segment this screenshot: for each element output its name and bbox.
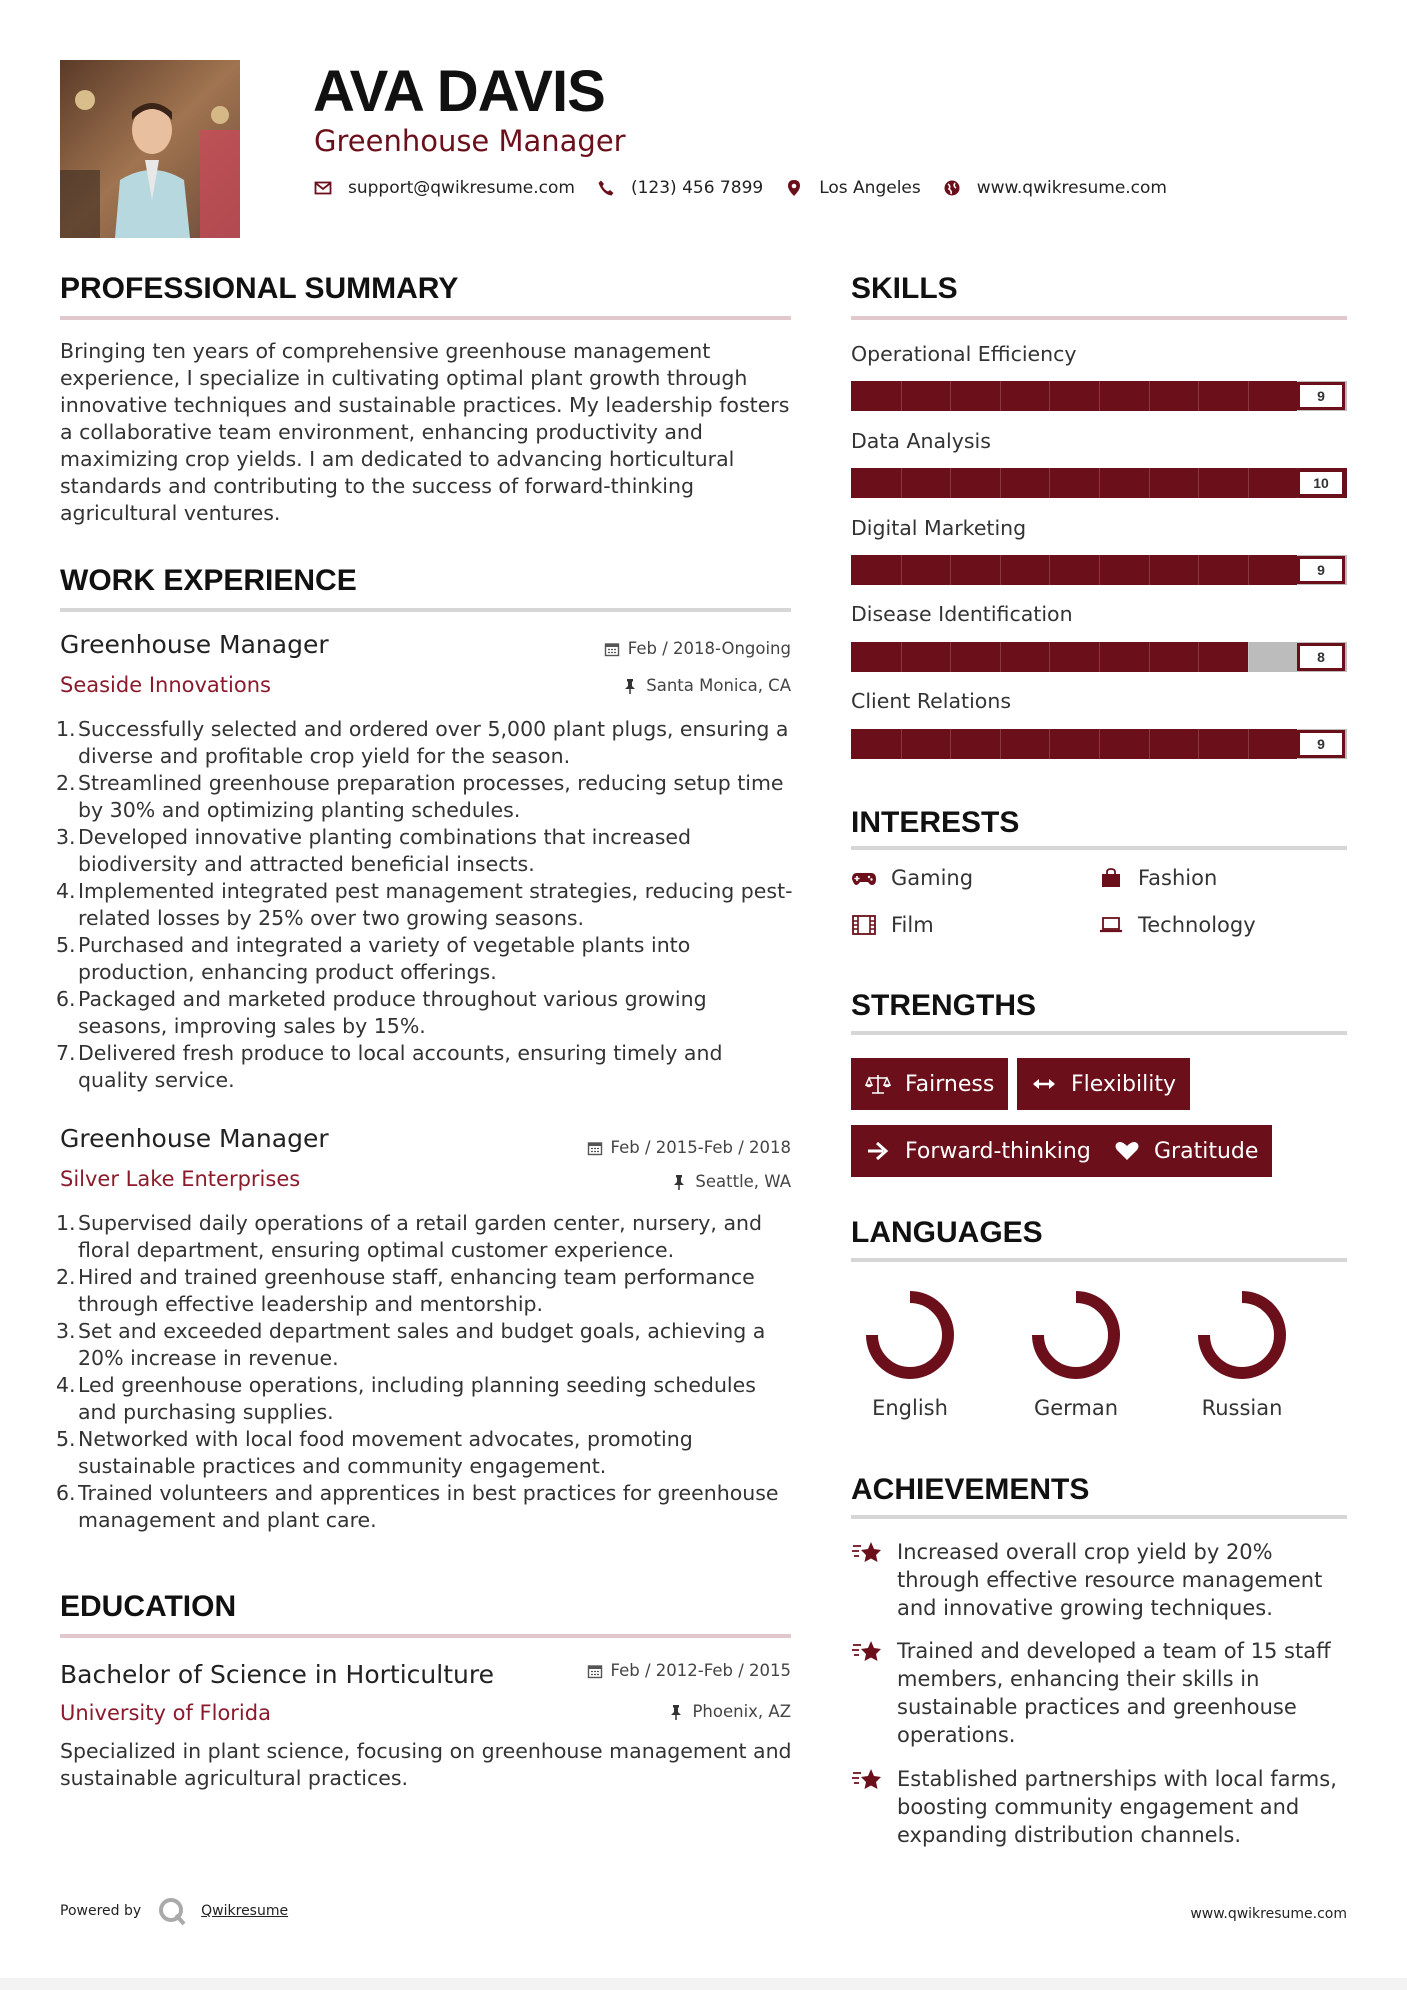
candidate-title: Greenhouse Manager (314, 124, 626, 158)
skill-bar-segment (901, 381, 902, 411)
job-2-dates-text: Feb / 2015-Feb / 2018 (610, 1138, 791, 1157)
skill-2-label: Data Analysis (851, 429, 991, 453)
job-1-dates-text: Feb / 2018-Ongoing (627, 639, 791, 658)
list-item: 1. Successfully selected and ordered over 5,000 plant plugs, ensuring a diverse and profitable crop yield for the season. (56, 717, 789, 768)
shopping-bag-icon (1098, 867, 1124, 889)
strengths-heading: STRENGTHS (851, 989, 1037, 1022)
interests-heading: INTERESTS (851, 806, 1020, 839)
skill-bar-segment (950, 642, 951, 672)
skill-3-fill (851, 555, 1297, 585)
education-degree: Bachelor of Science in Horticulture (60, 1660, 494, 1689)
skill-bar-segment (1099, 381, 1100, 411)
skill-bar-segment (1248, 468, 1249, 498)
strength-gratitude (1100, 1125, 1272, 1177)
skill-1-fill (851, 381, 1297, 411)
skill-4-label: Disease Identification (851, 602, 1073, 626)
skill-3-score: 9 (1297, 556, 1345, 584)
experience-divider (60, 608, 791, 612)
skill-bar-segment (901, 729, 902, 759)
contact-phone-text: (123) 456 7899 (630, 178, 764, 198)
experience-heading: WORK EXPERIENCE (60, 564, 357, 597)
skill-bar-segment (1248, 642, 1249, 672)
profile-photo (60, 60, 240, 238)
interests-divider (851, 846, 1347, 850)
skill-bar-segment (1248, 555, 1249, 585)
skill-bar-segment (901, 468, 902, 498)
education-dates (587, 1661, 791, 1680)
job-1-location (622, 676, 791, 695)
skill-1-bar (851, 381, 1347, 411)
skill-4-score: 8 (1297, 643, 1345, 671)
skill-bar-segment (950, 729, 951, 759)
job-1-location-text: Santa Monica, CA (646, 676, 791, 695)
language-german-ring (1031, 1290, 1121, 1380)
skill-bar-segment (1248, 729, 1249, 759)
globe-icon (943, 179, 961, 197)
list-item: 5. Purchased and integrated a variety of vegetable plants into production, enhancing product offerings. (56, 933, 691, 984)
job-1-dates (604, 639, 791, 658)
language-russian-ring (1197, 1290, 1287, 1380)
skill-4-bar (851, 642, 1347, 672)
achievement-text: Trained and developed a team of 15 staff members, enhancing their skills in sustainable practices and greenhouse operations. (897, 1639, 1331, 1747)
skill-bar-segment (1000, 468, 1001, 498)
achievement-item (851, 1538, 1351, 1622)
summary-heading: PROFESSIONAL SUMMARY (60, 272, 459, 305)
skill-bar-segment (1099, 729, 1100, 759)
qwikresume-logo-icon (157, 1896, 187, 1926)
qwikresume-link[interactable]: Qwikresume (201, 1903, 289, 1919)
skill-bar-segment (1198, 555, 1199, 585)
list-item: 1. Supervised daily operations of a retail garden center, nursery, and floral department, ensuring optimal customer experience. (56, 1211, 763, 1262)
interest-technology (1098, 913, 1256, 937)
education-location-text: Phoenix, AZ (692, 1702, 791, 1721)
interest-technology-label: Technology (1138, 913, 1256, 937)
balance-scale-icon (865, 1073, 891, 1095)
candidate-name: AVA DAVIS (313, 59, 605, 124)
footer-website[interactable]: www.qwikresume.com (1190, 1906, 1347, 1922)
interest-film (851, 913, 934, 937)
skill-5-label: Client Relations (851, 689, 1012, 713)
skill-bar-segment (950, 555, 951, 585)
strength-flexibility-label: Flexibility (1071, 1071, 1176, 1097)
skill-bar-segment (1000, 555, 1001, 585)
contact-website[interactable] (943, 178, 1167, 198)
skill-3-bar (851, 555, 1347, 585)
contact-website-text: www.qwikresume.com (976, 178, 1167, 198)
strength-flexibility (1017, 1058, 1190, 1110)
language-russian (1187, 1290, 1297, 1420)
interest-gaming (851, 866, 973, 890)
skills-heading: SKILLS (851, 272, 958, 305)
list-item: 2. Hired and trained greenhouse staff, enhancing team performance through effective leadership and mentorship. (56, 1265, 755, 1316)
skill-bar-segment (1198, 468, 1199, 498)
list-item: 6. Packaged and marketed produce throughout various growing seasons, improving sales by 15%. (56, 987, 707, 1038)
job-2-company: Silver Lake Enterprises (60, 1167, 301, 1191)
skill-bar-segment (1099, 555, 1100, 585)
skill-bar-segment (1149, 555, 1150, 585)
skill-bar-segment (950, 381, 951, 411)
skill-5-fill (851, 729, 1297, 759)
skill-bar-segment (1049, 381, 1050, 411)
job-2-title: Greenhouse Manager (60, 1124, 329, 1153)
calendar-icon (604, 641, 620, 657)
pushpin-icon (671, 1174, 687, 1190)
film-icon (851, 914, 877, 936)
achievements-heading: ACHIEVEMENTS (851, 1473, 1090, 1506)
language-english (855, 1290, 965, 1420)
language-english-label: English (872, 1396, 948, 1420)
education-description: Specialized in plant science, focusing on greenhouse management and sustainable agricultural practices. (60, 1739, 792, 1790)
contact-location-text: Los Angeles (819, 178, 921, 198)
job-2-bullets (56, 1210, 795, 1534)
skill-2-score: 10 (1297, 469, 1345, 497)
map-pin-icon (785, 179, 803, 197)
job-1-bullets (56, 716, 795, 1094)
job-1-company: Seaside Innovations (60, 673, 271, 697)
strength-forward-thinking (851, 1125, 1105, 1177)
summary-divider (60, 316, 791, 320)
arrow-right-icon (865, 1140, 891, 1162)
strength-gratitude-label: Gratitude (1154, 1138, 1259, 1164)
interest-fashion-label: Fashion (1138, 866, 1218, 890)
skill-bar-segment (901, 555, 902, 585)
heart-icon (1114, 1140, 1140, 1162)
list-item: 7. Delivered fresh produce to local accounts, ensuring timely and quality service. (56, 1041, 723, 1092)
contact-bar (314, 178, 1189, 198)
skill-bar-segment (1049, 642, 1050, 672)
list-item: 3. Developed innovative planting combinations that increased biodiversity and attracted beneficial insects. (56, 825, 692, 876)
skill-2-bar (851, 468, 1347, 498)
skill-3-label: Digital Marketing (851, 516, 1027, 540)
arrows-horizontal-icon (1031, 1073, 1057, 1095)
laptop-icon (1098, 914, 1124, 936)
achievement-item (851, 1765, 1351, 1849)
list-item: 4. Led greenhouse operations, including planning seeding schedules and purchasing supplies. (56, 1373, 756, 1424)
contact-location (785, 178, 921, 198)
skill-bar-segment (1149, 642, 1150, 672)
job-2-location-text: Seattle, WA (695, 1172, 791, 1191)
skill-bar-segment (1049, 468, 1050, 498)
education-location (668, 1702, 791, 1721)
skill-bar-segment (1149, 729, 1150, 759)
skill-5-score: 9 (1297, 730, 1345, 758)
education-dates-text: Feb / 2012-Feb / 2015 (610, 1661, 791, 1680)
skill-bar-segment (1248, 381, 1249, 411)
list-item: 6. Trained volunteers and apprentices in best practices for greenhouse management and plant care. (56, 1481, 779, 1532)
skill-bar-segment (1099, 468, 1100, 498)
strength-fairness-label: Fairness (905, 1071, 995, 1097)
language-russian-label: Russian (1201, 1396, 1283, 1420)
interest-film-label: Film (891, 913, 934, 937)
skill-1-score: 9 (1297, 382, 1345, 410)
calendar-icon (587, 1663, 603, 1679)
language-english-ring (865, 1290, 955, 1380)
achievement-text: Established partnerships with local farms, boosting community engagement and expanding distribution channels. (897, 1767, 1337, 1847)
achievement-item (851, 1637, 1351, 1749)
skill-bar-segment (1198, 381, 1199, 411)
gamepad-icon (851, 867, 877, 889)
skill-bar-segment (950, 468, 951, 498)
achievements-divider (851, 1515, 1347, 1519)
contact-phone[interactable] (597, 178, 763, 198)
powered-by-text: Powered by (60, 1903, 142, 1919)
language-german-label: German (1033, 1396, 1119, 1420)
skill-bar-segment (1049, 555, 1050, 585)
shooting-star-icon (851, 1540, 885, 1568)
list-item: 5. Networked with local food movement advocates, promoting sustainable practices and community engagement. (56, 1427, 693, 1478)
skill-bar-segment (1099, 642, 1100, 672)
interest-gaming-label: Gaming (891, 866, 974, 890)
strengths-divider (851, 1031, 1347, 1035)
pushpin-icon (622, 678, 638, 694)
job-1-title: Greenhouse Manager (60, 630, 329, 659)
list-item: 2. Streamlined greenhouse preparation processes, reducing setup time by 30% and optimizing planting schedules. (56, 771, 784, 822)
skill-bar-segment (901, 642, 902, 672)
skill-bar-segment (1000, 642, 1001, 672)
education-divider (60, 1634, 791, 1638)
languages-heading: LANGUAGES (851, 1216, 1043, 1249)
contact-email-text: support@qwikresume.com (348, 178, 575, 198)
skill-bar-segment (1000, 381, 1001, 411)
shooting-star-icon (851, 1639, 885, 1667)
strength-fairness (851, 1058, 1008, 1110)
skill-bar-segment (1198, 729, 1199, 759)
shooting-star-icon (851, 1767, 885, 1795)
languages-divider (851, 1258, 1347, 1262)
skills-divider (851, 316, 1347, 320)
skill-1-label: Operational Efficiency (851, 342, 1077, 366)
skill-bar-segment (1049, 729, 1050, 759)
interest-fashion (1098, 866, 1217, 890)
skill-5-bar (851, 729, 1347, 759)
education-heading: EDUCATION (60, 1590, 237, 1623)
achievement-text: Increased overall crop yield by 20% through effective resource management and innovative growing techniques. (897, 1540, 1323, 1620)
skill-bar-segment (1198, 642, 1199, 672)
language-german (1021, 1290, 1131, 1420)
calendar-icon (587, 1140, 603, 1156)
page-bottom-strip (0, 1978, 1407, 1990)
contact-email[interactable] (314, 178, 575, 198)
skill-bar-segment (1000, 729, 1001, 759)
job-2-location (671, 1172, 791, 1191)
job-2-dates (587, 1138, 791, 1157)
envelope-icon (314, 179, 332, 197)
phone-icon (597, 179, 615, 197)
footer-powered-by (60, 1896, 288, 1926)
education-school: University of Florida (60, 1701, 271, 1725)
summary-text: Bringing ten years of comprehensive greenhouse management experience, I specialize in cultivating optimal plant growth through innovative techniques and sustainable practices. My leadership fosters a collaborative team environment, enhancing productivity and maximizing crop yields. I am dedicated to advancing horticultural standards and contributing to the success of forward-thinking agricultural ventures. (60, 339, 790, 525)
list-item: 3. Set and exceeded department sales and budget goals, achieving a 20% increase in revenue. (56, 1319, 766, 1370)
pushpin-icon (668, 1704, 684, 1720)
skill-bar-segment (1149, 468, 1150, 498)
strength-forward-thinking-label: Forward-thinking (905, 1138, 1091, 1164)
skill-bar-segment (1149, 381, 1150, 411)
list-item: 4. Implemented integrated pest management strategies, reducing pest-related losses by 25% over two growing seasons. (56, 879, 793, 930)
